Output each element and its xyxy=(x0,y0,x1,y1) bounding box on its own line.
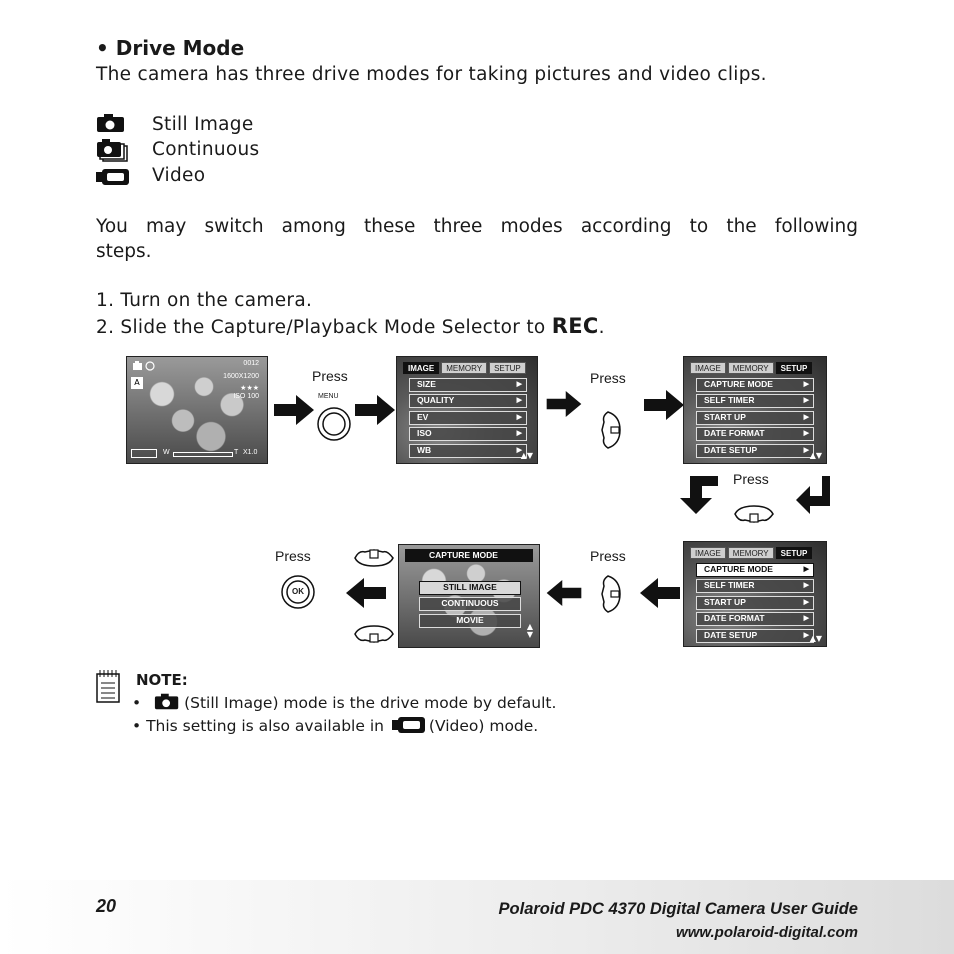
tab-memory[interactable]: MEMORY xyxy=(728,362,774,374)
page-number: 20 xyxy=(96,896,117,916)
setup-menu-list xyxy=(696,563,814,645)
menu-item-ev[interactable]: EV ▶ xyxy=(409,411,527,425)
guide-title: Polaroid PDC 4370 Digital Camera User Guide xyxy=(498,900,858,918)
page-footer xyxy=(0,880,954,954)
ok-label: OK xyxy=(292,587,304,596)
capture-mode-screen xyxy=(398,544,540,648)
right-nav-button-icon[interactable] xyxy=(598,410,624,450)
zoom-value: X1.0 xyxy=(243,449,258,456)
press-label: Press xyxy=(590,548,626,564)
menu-item-date-format[interactable]: DATE FORMAT ▶ xyxy=(696,612,814,626)
auto-flash-icon: A xyxy=(131,377,143,389)
scroll-arrows-icon: ▲ ▼ xyxy=(526,622,533,639)
menu-item-wb[interactable]: WB ▶ xyxy=(409,444,527,458)
tab-image[interactable]: IMAGE xyxy=(403,362,439,374)
left-arrow-icon xyxy=(546,580,582,606)
image-size: 1600X1200 xyxy=(223,373,259,380)
down-nav-button-icon[interactable] xyxy=(353,624,395,648)
mode-label-video: Video xyxy=(152,165,206,186)
battery-icon xyxy=(131,449,157,458)
note-title: NOTE: xyxy=(136,671,188,689)
quality-stars: ★★★ xyxy=(240,385,259,392)
press-label: Press xyxy=(312,368,348,384)
tab-memory[interactable]: MEMORY xyxy=(441,362,487,374)
mode-label-still: Still Image xyxy=(152,114,254,135)
down-arrow-icon xyxy=(680,476,718,514)
menu-item-start-up[interactable]: START UP ▶ xyxy=(696,596,814,610)
down-nav-button-icon[interactable] xyxy=(733,504,775,528)
switch-instructions: You may switch among these three modes according to the following steps. xyxy=(96,216,858,262)
menu-button-label: MENU xyxy=(318,393,339,400)
rec-label: REC xyxy=(551,314,599,338)
zoom-t: T xyxy=(234,449,239,456)
tab-memory[interactable]: MEMORY xyxy=(728,547,774,559)
capture-options-list xyxy=(419,581,521,630)
intro-text: The camera has three drive modes for taking pictures and video clips. xyxy=(96,64,767,85)
menu-item-self-timer[interactable]: SELF TIMER ▶ xyxy=(696,579,814,593)
setup-menu-screen xyxy=(683,356,827,464)
scroll-arrows-icon: ▲▼ xyxy=(809,451,822,460)
setup-menu-screen-selected xyxy=(683,541,827,647)
menu-item-capture-mode[interactable]: CAPTURE MODE ▶ xyxy=(696,378,814,392)
step-2-period: . xyxy=(598,317,605,338)
right-nav-button-icon[interactable] xyxy=(598,574,624,614)
image-menu-screen xyxy=(396,356,538,464)
right-arrow-icon xyxy=(546,391,582,417)
menu-button-icon[interactable] xyxy=(316,406,352,442)
tab-image[interactable]: IMAGE xyxy=(690,362,726,374)
right-arrow-icon xyxy=(355,395,395,425)
tab-image[interactable]: IMAGE xyxy=(690,547,726,559)
menu-item-date-setup[interactable]: DATE SETUP ▶ xyxy=(696,444,814,458)
note-bullet-1: • (Still Image) mode is the drive mode by default. xyxy=(132,694,557,712)
menu-item-self-timer[interactable]: SELF TIMER ▶ xyxy=(696,394,814,408)
capture-mode-title: CAPTURE MODE xyxy=(405,549,533,562)
website-url: www.polaroid-digital.com xyxy=(676,924,858,941)
zoom-w: W xyxy=(163,449,170,456)
note-icon xyxy=(96,670,122,704)
tab-setup[interactable]: SETUP xyxy=(776,362,813,374)
option-continuous[interactable]: CONTINUOUS xyxy=(419,597,521,611)
still-camera-icon xyxy=(154,692,180,711)
up-nav-button-icon[interactable] xyxy=(353,544,395,568)
menu-item-iso[interactable]: ISO ▶ xyxy=(409,427,527,441)
tab-setup[interactable]: SETUP xyxy=(489,362,526,374)
scroll-arrows-icon: ▲▼ xyxy=(809,634,822,643)
scroll-arrows-icon: ▲▼ xyxy=(520,451,533,460)
shot-count: 0012 xyxy=(243,360,259,367)
menu-tabs xyxy=(690,362,812,374)
menu-tabs xyxy=(690,547,812,559)
menu-tabs xyxy=(403,362,526,374)
setup-menu-list xyxy=(696,378,814,460)
menu-item-date-setup[interactable]: DATE SETUP ▶ xyxy=(696,629,814,643)
video-camera-icon xyxy=(392,715,426,735)
left-arrow-icon xyxy=(640,578,680,608)
ok-button[interactable] xyxy=(280,574,316,610)
right-arrow-icon xyxy=(644,390,684,420)
zoom-bar xyxy=(173,452,233,457)
option-still-image[interactable]: STILL IMAGE xyxy=(419,581,521,595)
menu-item-capture-mode[interactable]: CAPTURE MODE ▶ xyxy=(696,563,814,577)
left-arrow-icon xyxy=(346,578,386,608)
menu-item-start-up[interactable]: START UP ▶ xyxy=(696,411,814,425)
menu-item-quality[interactable]: QUALITY ▶ xyxy=(409,394,527,408)
down-arrow-icon xyxy=(796,476,830,514)
press-label: Press xyxy=(590,370,626,386)
tab-setup[interactable]: SETUP xyxy=(776,547,813,559)
press-label: Press xyxy=(275,548,311,564)
right-arrow-icon xyxy=(274,395,314,425)
mode-status-icons xyxy=(133,361,157,371)
menu-item-size[interactable]: SIZE ▶ xyxy=(409,378,527,392)
option-movie[interactable]: MOVIE xyxy=(419,614,521,628)
preview-screen xyxy=(126,356,268,464)
step-1: 1. Turn on the camera. xyxy=(96,290,313,311)
note-bullet-2: • This setting is also available in (Video) mode. xyxy=(132,717,539,735)
section-heading: • Drive Mode xyxy=(96,36,245,60)
menu-item-date-format[interactable]: DATE FORMAT ▶ xyxy=(696,427,814,441)
press-label: Press xyxy=(733,471,769,487)
image-menu-list xyxy=(409,378,527,460)
mode-label-continuous: Continuous xyxy=(152,139,260,160)
step-2-text: 2. Slide the Capture/Playback Mode Selector to xyxy=(96,317,552,338)
iso-value: ISO 100 xyxy=(233,393,259,400)
